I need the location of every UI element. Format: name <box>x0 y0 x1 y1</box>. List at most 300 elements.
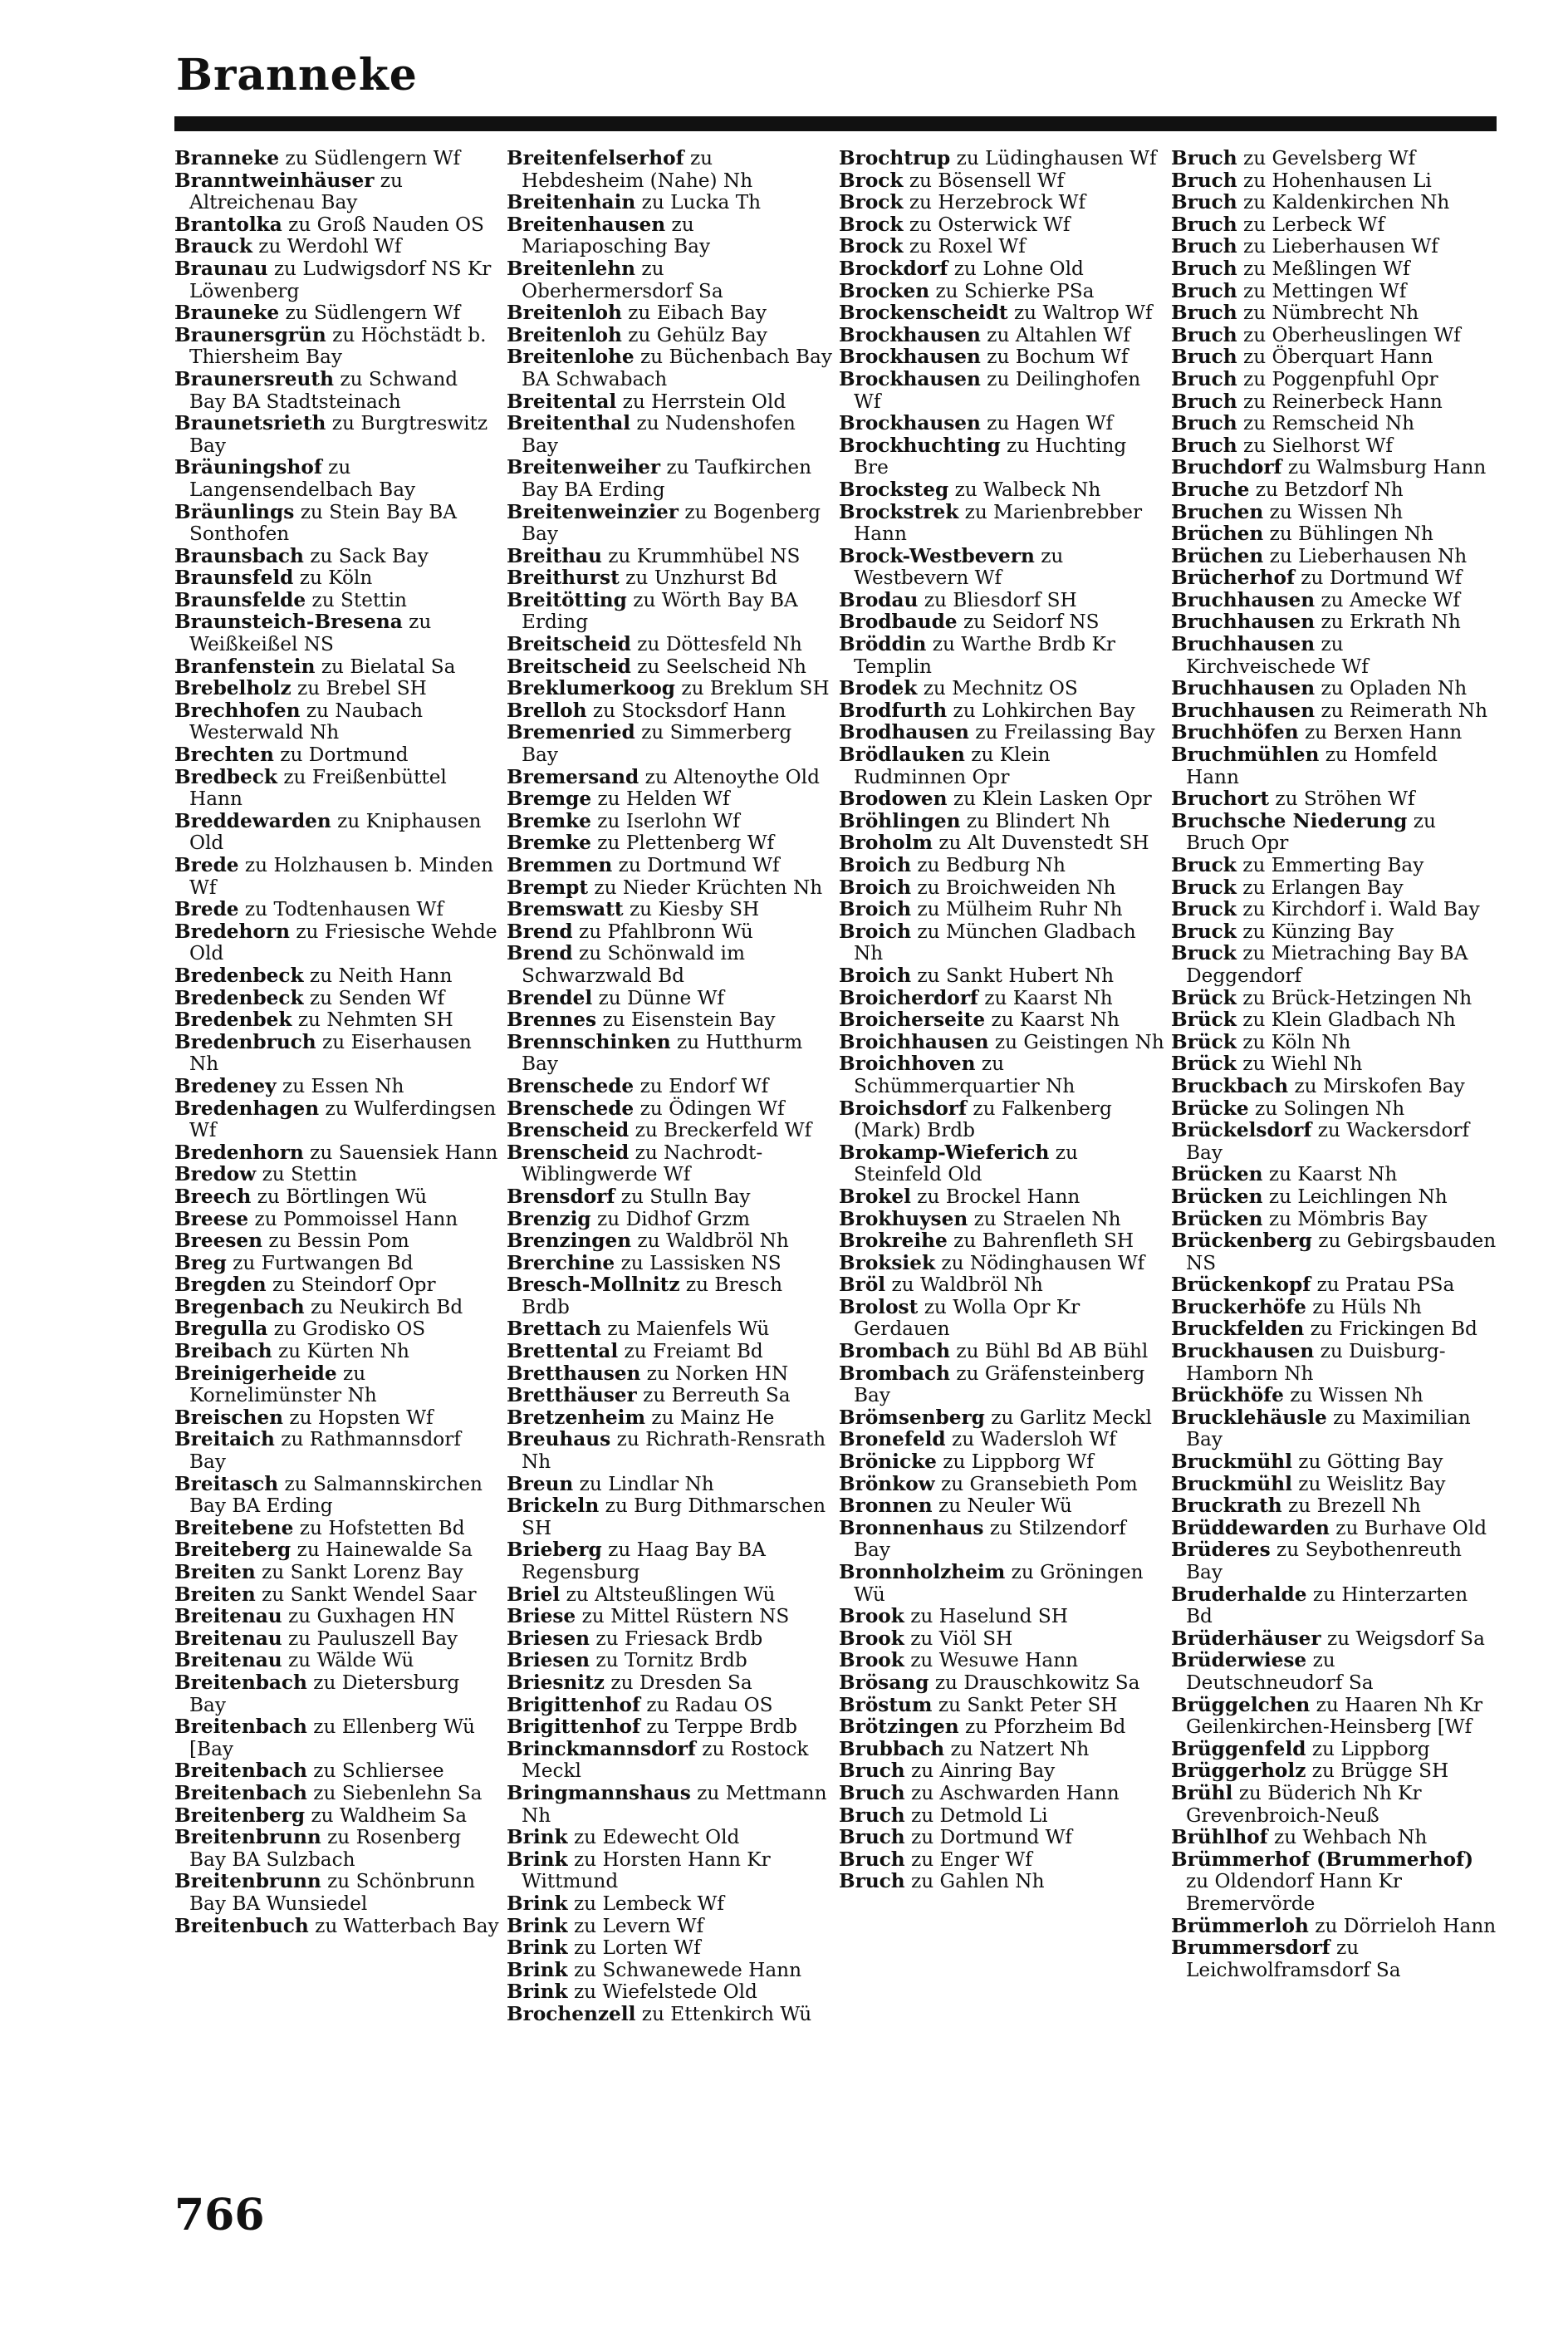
entry-headword: Brink <box>507 1826 568 1849</box>
entry-location: zu Maienfels Wü <box>607 1318 770 1341</box>
entry-location: zu Schliersee <box>313 1760 444 1783</box>
index-entry <box>839 832 1164 855</box>
entry-headword: Bronnen <box>839 1494 933 1518</box>
entry-headword: Breitenbrunn <box>174 1826 321 1849</box>
entry-headword: Bredehorn <box>174 920 290 943</box>
entry-location: zu Aschwarden Hann <box>911 1781 1120 1804</box>
index-entry <box>507 258 832 302</box>
entry-headword: Bredow <box>174 1163 257 1186</box>
index-entry <box>507 413 832 457</box>
entry-location: zu Neuler Wü <box>938 1494 1072 1518</box>
entry-location: zu Helden Wf <box>597 788 730 811</box>
index-entry <box>839 1650 1164 1672</box>
entry-location: zu Pommoissel Hann <box>254 1207 458 1230</box>
index-entry <box>839 1429 1164 1451</box>
entry-location: zu Weigsdorf Sa <box>1327 1627 1485 1650</box>
entry-headword: Brüchen <box>1171 523 1264 546</box>
index-entry <box>1171 1760 1497 1783</box>
entry-location: zu Bühl Bd AB Bühl <box>956 1340 1149 1363</box>
index-entry <box>174 1606 500 1628</box>
index-entry <box>507 634 832 656</box>
entry-headword: Brechhofen <box>174 699 301 722</box>
index-entry <box>1171 546 1497 568</box>
index-entry <box>174 965 500 988</box>
entry-location: zu Frickingen Bd <box>1310 1318 1477 1341</box>
entry-location: zu Pauluszell Bay <box>287 1627 458 1650</box>
entry-headword: Bredenbek <box>174 1009 292 1032</box>
entry-location: zu Roxel Wf <box>909 235 1026 258</box>
entry-location: zu Sielhorst Wf <box>1243 434 1393 457</box>
entry-headword: Bruchort <box>1171 788 1270 811</box>
entry-headword: Bruch <box>1171 302 1237 325</box>
entry-location: zu Südlengern Wf <box>285 148 461 169</box>
entry-location: zu Götting Bay <box>1298 1450 1443 1474</box>
entry-location: zu Brezell Nh <box>1288 1494 1421 1518</box>
entry-headword: Bruch <box>1171 148 1237 169</box>
index-entry <box>507 1230 832 1253</box>
entry-location: zu Iserlohn Wf <box>597 809 740 832</box>
entry-headword: Brückelsdorf <box>1171 1119 1312 1142</box>
entry-headword: Bruch <box>839 1870 905 1893</box>
entry-location: zu Watterbach Bay <box>315 1914 499 1937</box>
entry-headword: Bruchhausen <box>1171 699 1316 722</box>
index-entry <box>174 700 500 744</box>
index-entry <box>839 236 1164 258</box>
entry-headword: Brink <box>507 1980 568 2004</box>
index-entry <box>507 567 832 590</box>
index-entry <box>839 192 1164 214</box>
column-1 <box>174 148 500 2208</box>
index-entry <box>174 1142 500 1165</box>
index-entry <box>507 656 832 679</box>
entry-headword: Brömsenberg <box>839 1406 985 1429</box>
index-entry <box>174 1650 500 1672</box>
index-entry <box>1171 811 1497 855</box>
entry-location: zu Mechnitz OS <box>923 677 1078 700</box>
index-entry <box>839 369 1164 413</box>
index-entry <box>839 1695 1164 1717</box>
entry-headword: Breitötting <box>507 588 627 611</box>
entry-location: zu Seybothenreuth Bay <box>1186 1539 1462 1583</box>
entry-headword: Bruch <box>1171 434 1237 457</box>
index-entry <box>839 546 1164 590</box>
entry-headword: Bretzenheim <box>507 1406 646 1429</box>
entry-headword: Breitenau <box>174 1627 282 1650</box>
index-entry <box>1171 1032 1497 1054</box>
entry-headword: Bräunlings <box>174 500 295 523</box>
entry-headword: Brokamp-Wieferich <box>839 1141 1050 1164</box>
index-entry <box>507 192 832 214</box>
entry-location: zu Detmold Li <box>911 1804 1048 1827</box>
entry-headword: Branfenstein <box>174 655 316 678</box>
entry-location: zu Radau OS <box>646 1693 773 1716</box>
entry-headword: Brock <box>839 169 904 192</box>
entry-headword: Brettental <box>507 1340 619 1363</box>
index-entry <box>1171 1650 1497 1694</box>
entry-location: zu Börtlingen Wü <box>257 1185 428 1208</box>
entry-location: zu Burhave Old <box>1335 1516 1487 1539</box>
entry-headword: Brodbaude <box>839 611 958 634</box>
entry-location: zu Gransebieth Pom <box>941 1472 1138 1495</box>
entry-headword: Brennes <box>507 1009 597 1032</box>
entry-location: zu Werdohl Wf <box>258 235 402 258</box>
entry-location: zu Hagen Wf <box>987 412 1114 435</box>
entry-headword: Bruchhausen <box>1171 611 1316 634</box>
index-entry <box>839 1716 1164 1739</box>
entry-location: zu Plettenberg Wf <box>597 832 775 855</box>
entry-headword: Brubbach <box>839 1737 945 1760</box>
entry-location: zu Stettin <box>262 1163 358 1186</box>
entry-headword: Bröhlingen <box>839 809 961 832</box>
entry-headword: Brück <box>1171 1009 1237 1032</box>
index-entry <box>1171 369 1497 391</box>
entry-location: zu Brockel Hann <box>917 1185 1080 1208</box>
entry-headword: Briesen <box>507 1649 590 1672</box>
index-entry <box>507 899 832 921</box>
entry-location: zu Brebel SH <box>297 677 427 700</box>
entry-headword: Bruch <box>839 1804 905 1827</box>
entry-location: zu Burgtreswitz Bay <box>189 412 488 457</box>
index-entry <box>1171 1009 1497 1032</box>
entry-location: zu Gahlen Nh <box>911 1870 1045 1893</box>
entry-location: zu Unzhurst Bd <box>625 567 777 590</box>
index-entry <box>507 722 832 766</box>
entry-headword: Brücherhof <box>1171 567 1295 590</box>
index-entry <box>507 1098 832 1121</box>
entry-location: zu Remscheid Nh <box>1243 412 1415 435</box>
index-entry <box>839 1827 1164 1849</box>
entry-headword: Brüggenfeld <box>1171 1737 1306 1760</box>
entry-headword: Bruch <box>1171 323 1237 346</box>
entry-location: zu Oldendorf Hann Kr Bremervörde <box>1186 1870 1402 1915</box>
entry-location: zu Marienbrebber Hann <box>854 500 1143 546</box>
entry-headword: Breitenloh <box>507 302 622 325</box>
entry-location: zu Schwand Bay BA Stadtsteinach <box>189 367 458 413</box>
index-entry <box>507 302 832 325</box>
index-entry <box>839 634 1164 678</box>
entry-headword: Brockhausen <box>839 323 981 346</box>
index-entry <box>1171 921 1497 944</box>
entry-headword: Bremke <box>507 809 591 832</box>
index-entry <box>174 214 500 237</box>
entry-location: zu Friesische Wehde Old <box>189 920 497 965</box>
entry-headword: Bredenbruch <box>174 1030 316 1053</box>
column-4 <box>1171 148 1497 2208</box>
entry-location: zu Herrstein Old <box>622 390 786 413</box>
entry-headword: Breklumerkoog <box>507 677 676 700</box>
index-entry <box>174 1076 500 1098</box>
entry-location: zu Hutthurm Bay <box>522 1030 803 1076</box>
index-entry <box>174 1518 500 1540</box>
entry-location: zu Hofstetten Bd <box>299 1516 465 1539</box>
index-entry <box>1171 899 1497 921</box>
index-entry <box>839 502 1164 546</box>
entry-headword: Breitenhausen <box>507 213 666 236</box>
entry-location: zu Walmsburg Hann <box>1287 456 1487 479</box>
entry-location: zu Natzert Nh <box>950 1737 1090 1760</box>
entry-location: zu Schönwald im Schwarzwald Bd <box>522 942 745 987</box>
index-entry <box>1171 1451 1497 1474</box>
entry-headword: Breitebene <box>174 1516 294 1539</box>
entry-location: zu Langensendelbach Bay <box>189 456 416 501</box>
entry-location: zu Wiehl Nh <box>1242 1053 1363 1076</box>
entry-headword: Brolost <box>839 1295 919 1318</box>
entry-headword: Bruchhöfen <box>1171 721 1299 744</box>
entry-headword: Bredeney <box>174 1074 277 1097</box>
index-entry <box>507 1385 832 1407</box>
index-entry <box>1171 170 1497 193</box>
entry-headword: Bretthausen <box>507 1362 641 1385</box>
entry-headword: Brockhuchting <box>839 434 1001 457</box>
index-entry <box>839 1451 1164 1474</box>
entry-location: zu Lüdinghausen Wf <box>956 148 1157 169</box>
entry-location: zu Freilassing Bay <box>975 721 1155 744</box>
index-entry <box>507 1584 832 1607</box>
entry-headword: Bredenbeck <box>174 986 304 1009</box>
entry-location: zu Rostock Meckl <box>522 1737 809 1783</box>
entry-headword: Brummersdorf <box>1171 1936 1330 1960</box>
entry-headword: Broicherdorf <box>839 986 978 1009</box>
index-entry <box>1171 391 1497 414</box>
entry-headword: Bruch <box>839 1760 905 1783</box>
index-entry <box>507 1739 832 1783</box>
entry-location: zu Ainring Bay <box>911 1760 1056 1783</box>
entry-location: zu Klein Lasken Opr <box>953 788 1152 811</box>
entry-headword: Bruckmühl <box>1171 1472 1292 1495</box>
index-entry <box>507 148 832 192</box>
index-entry <box>839 1628 1164 1651</box>
entry-headword: Bremenried <box>507 721 635 744</box>
entry-headword: Broich <box>839 920 912 943</box>
entry-headword: Brümmerhof (Brummerhof) <box>1171 1848 1474 1871</box>
entry-location: zu Freißenbüttel Hann <box>189 765 447 811</box>
entry-location: zu Wolla Opr Kr Gerdauen <box>854 1295 1080 1341</box>
entry-location: zu Emmerting Bay <box>1242 854 1424 876</box>
entry-headword: Bredbeck <box>174 765 277 788</box>
index-entry <box>174 1760 500 1783</box>
entry-location: zu Berreuth Sa <box>643 1384 791 1407</box>
entry-headword: Bremswatt <box>507 898 624 921</box>
index-entry <box>507 1981 832 2004</box>
entry-headword: Brösang <box>839 1671 929 1694</box>
index-entry <box>839 700 1164 723</box>
index-entry <box>839 811 1164 833</box>
entry-location: zu Mietraching Bay BA Deggendorf <box>1186 942 1468 987</box>
entry-headword: Braunsfeld <box>174 567 294 590</box>
entry-headword: Breitenlohe <box>507 346 635 369</box>
entry-headword: Breitenbuch <box>174 1914 309 1937</box>
index-entry <box>174 1098 500 1142</box>
entry-headword: Bruch <box>1171 390 1237 413</box>
index-entry <box>174 1209 500 1231</box>
entry-location: zu Eisenstein Bay <box>602 1009 776 1032</box>
entry-location: zu Köln Nh <box>1242 1030 1351 1053</box>
index-entry <box>507 214 832 258</box>
entry-location: zu Gräfensteinberg Bay <box>854 1362 1145 1407</box>
entry-headword: Bruch <box>1171 279 1237 302</box>
entry-headword: Brüggelchen <box>1171 1693 1311 1716</box>
index-entry <box>839 1562 1164 1606</box>
index-entry <box>507 1937 832 1960</box>
entry-location: zu Broichweiden Nh <box>917 876 1116 899</box>
index-entry <box>1171 1518 1497 1540</box>
index-entry <box>1171 1628 1497 1651</box>
index-entry <box>839 722 1164 744</box>
entry-headword: Brerchine <box>507 1251 615 1274</box>
entry-location: zu Poggenpfuhl Opr <box>1243 367 1438 390</box>
entry-headword: Bruckerhöfe <box>1171 1295 1306 1318</box>
entry-location: zu Bochum Wf <box>987 346 1129 369</box>
index-entry <box>1171 236 1497 258</box>
entry-headword: Brokreihe <box>839 1229 948 1253</box>
entry-location: zu Nehmten SH <box>297 1009 453 1032</box>
entry-headword: Bruchdorf <box>1171 456 1282 479</box>
index-entry <box>174 899 500 921</box>
entry-headword: Brink <box>507 1892 568 1915</box>
entry-location: zu Taufkirchen Bay BA Erding <box>522 456 812 501</box>
index-entry <box>174 855 500 899</box>
entry-headword: Brink <box>507 1914 568 1937</box>
entry-location: zu Gehülz Bay <box>628 323 767 346</box>
index-entry <box>839 1760 1164 1783</box>
entry-headword: Bruck <box>1171 854 1237 876</box>
entry-location: zu Haag Bay BA Regensburg <box>522 1539 766 1583</box>
entry-headword: Brückenberg <box>1171 1229 1312 1253</box>
index-entry <box>507 788 832 811</box>
index-entry <box>174 170 500 214</box>
entry-headword: Brend <box>507 942 573 965</box>
entry-headword: Breitaich <box>174 1428 275 1451</box>
entry-location: zu Mariaposching Bay <box>522 213 711 258</box>
index-entry <box>839 590 1164 612</box>
column-2 <box>507 148 832 2208</box>
entry-location: zu Ettenkirch Wü <box>641 2002 812 2025</box>
index-entry <box>174 1827 500 1871</box>
entry-headword: Brücken <box>1171 1185 1263 1208</box>
index-entry <box>839 1186 1164 1209</box>
index-entry <box>1171 567 1497 590</box>
entry-headword: Breitenweinzier <box>507 500 679 523</box>
entry-location: zu Wulferdingsen Wf <box>189 1097 497 1142</box>
entry-location: zu Kniphausen Old <box>189 809 482 855</box>
entry-location: zu Dünne Wf <box>598 986 724 1009</box>
entry-location: zu Salmannskirchen Bay BA Erding <box>189 1472 483 1518</box>
entry-location: zu Erkrath Nh <box>1321 611 1461 634</box>
entry-location: zu Schwanewede Hann <box>573 1958 802 1981</box>
index-entry <box>507 921 832 944</box>
entry-headword: Brook <box>839 1627 904 1650</box>
entry-headword: Breitental <box>507 390 617 413</box>
entry-location: zu Altsteußlingen Wü <box>566 1583 776 1606</box>
index-entry <box>1171 1495 1497 1518</box>
index-entry <box>1171 1539 1497 1583</box>
entry-headword: Bregden <box>174 1274 267 1297</box>
entry-headword: Branneke <box>174 148 280 169</box>
index-entry <box>174 744 500 767</box>
entry-headword: Brödlauken <box>839 744 965 767</box>
entry-location: zu Blindert Nh <box>966 809 1110 832</box>
entry-location: zu Stulln Bay <box>620 1185 751 1208</box>
page-number: 766 <box>174 2190 265 2240</box>
entry-headword: Brümmerloh <box>1171 1914 1309 1937</box>
entry-location: zu Mettmann Nh <box>522 1781 827 1827</box>
entry-headword: Brauck <box>174 235 252 258</box>
entry-location: zu Dörrieloh Hann <box>1315 1914 1497 1937</box>
index-entry <box>507 1341 832 1363</box>
index-entry <box>174 1297 500 1319</box>
index-entry <box>1171 1297 1497 1319</box>
index-entry <box>174 369 500 413</box>
index-entry <box>839 479 1164 502</box>
index-entry <box>507 1363 832 1386</box>
index-entry <box>507 1606 832 1628</box>
entry-headword: Brend <box>507 920 573 943</box>
index-entry <box>839 1672 1164 1695</box>
index-entry <box>174 302 500 325</box>
entry-headword: Breischen <box>174 1406 284 1429</box>
entry-location: zu Hinterzarten Bd <box>1186 1583 1468 1628</box>
index-entry <box>174 1562 500 1584</box>
index-entry <box>1171 943 1497 987</box>
index-entry <box>1171 457 1497 479</box>
entry-headword: Broich <box>839 964 912 987</box>
entry-headword: Bruckmühl <box>1171 1450 1292 1474</box>
entry-location: zu Dortmund Wf <box>1301 567 1463 590</box>
entry-location: zu Holzhausen b. Minden Wf <box>189 854 494 899</box>
entry-location: zu Opladen Nh <box>1321 677 1468 700</box>
entry-headword: Bruch <box>1171 412 1237 435</box>
entry-location: zu Nieder Krüchten Nh <box>594 876 823 899</box>
entry-location: zu Nachrodt-Wiblingwerde Wf <box>522 1141 763 1186</box>
index-entry <box>174 1318 500 1341</box>
index-entry <box>507 1186 832 1209</box>
entry-headword: Brückhöfe <box>1171 1384 1284 1407</box>
entry-location: zu Haaren Nh Kr Geilenkirchen-Heinsberg [Wf <box>1186 1693 1483 1739</box>
running-head: Branneke <box>176 50 418 101</box>
index-entry <box>174 1871 500 1915</box>
entry-location: zu Wackersdorf Bay <box>1186 1119 1470 1164</box>
index-entry <box>1171 1186 1497 1209</box>
index-entry <box>839 1518 1164 1562</box>
entry-headword: Bruch <box>839 1826 905 1849</box>
index-entry <box>507 943 832 987</box>
entry-location: zu Kaldenkirchen Nh <box>1243 191 1450 214</box>
index-entry <box>1171 678 1497 700</box>
entry-headword: Breitenau <box>174 1605 282 1628</box>
entry-location: zu Duisburg-Hamborn Nh <box>1186 1340 1446 1385</box>
entry-headword: Brücke <box>1171 1097 1249 1120</box>
entry-location: zu Ströhen Wf <box>1275 788 1415 811</box>
entry-location: zu Mirskofen Bay <box>1294 1074 1465 1097</box>
entry-headword: Breitenberg <box>174 1804 306 1827</box>
entry-headword: Breech <box>174 1185 252 1208</box>
entry-headword: Breitenweiher <box>507 456 661 479</box>
entry-location: zu Burg Dithmarschen SH <box>522 1494 826 1539</box>
index-entry <box>507 457 832 501</box>
index-entry <box>507 877 832 900</box>
index-entry <box>839 1009 1164 1032</box>
entry-location: zu Rathmannsdorf Bay <box>189 1428 461 1474</box>
entry-location: zu Sankt Wendel Saar <box>262 1583 477 1606</box>
index-entry <box>174 1628 500 1651</box>
index-entry <box>839 611 1164 634</box>
entry-headword: Braunersreuth <box>174 367 334 390</box>
index-entry <box>507 988 832 1010</box>
entry-location: zu Straelen Nh <box>973 1207 1121 1230</box>
entry-headword: Brückenkopf <box>1171 1274 1311 1297</box>
index-entry <box>507 546 832 568</box>
index-entry <box>174 413 500 457</box>
